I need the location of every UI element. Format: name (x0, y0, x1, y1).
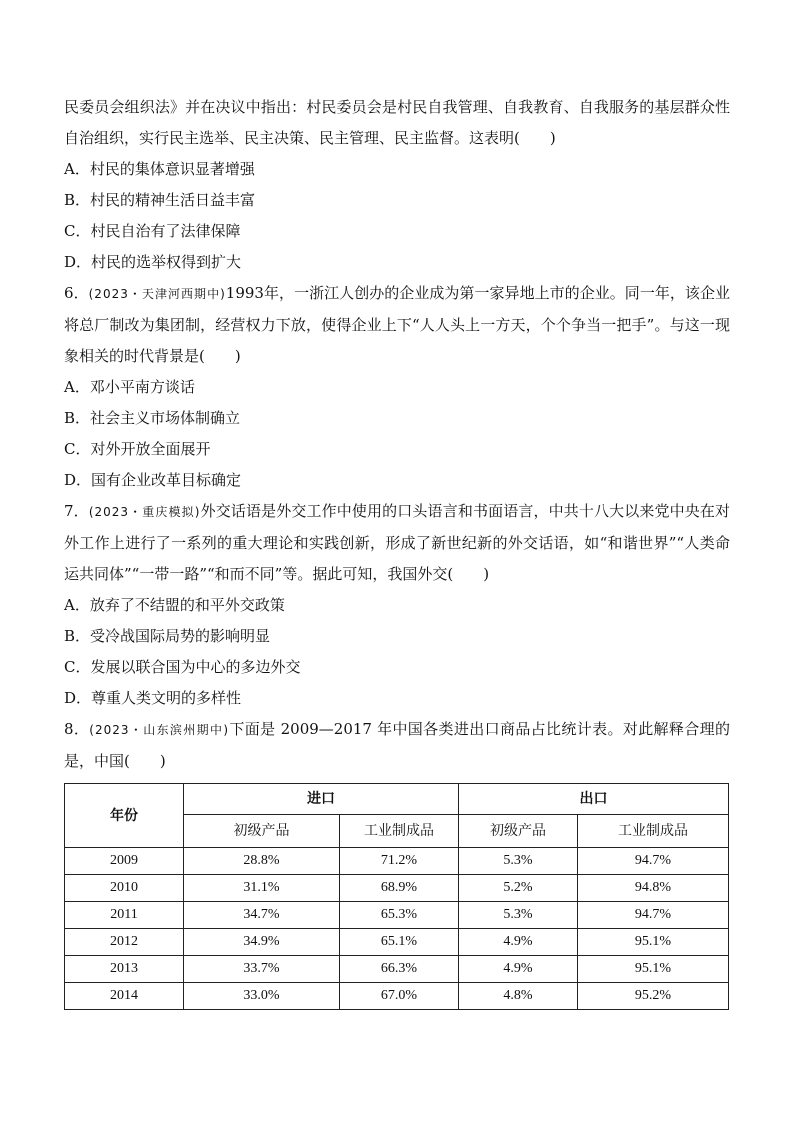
export-primary-cell: 5.3% (459, 848, 578, 875)
export-primary-cell: 4.9% (459, 929, 578, 956)
year-cell: 2011 (65, 902, 184, 929)
export-primary-cell: 4.8% (459, 983, 578, 1010)
question-7-number: 7． (64, 502, 89, 520)
export-manufactured-cell: 94.7% (578, 902, 729, 929)
table-row (65, 875, 729, 902)
year-cell: 2009 (65, 848, 184, 875)
import-header: 进口 (184, 784, 459, 815)
year-cell: 2010 (65, 875, 184, 902)
import-manufactured-cell: 66.3% (340, 956, 459, 983)
question-6-option-b: B．社会主义市场体制确立 (64, 409, 241, 427)
question-5-option-b: B．村民的精神生活日益丰富 (64, 191, 256, 209)
table-row (65, 956, 729, 983)
export-manufactured-cell: 95.1% (578, 929, 729, 956)
import-primary-cell: 34.9% (184, 929, 340, 956)
question-7 (64, 496, 730, 590)
import-primary-cell: 33.7% (184, 956, 340, 983)
question-8-stem: 下面是 2009—2017 年中国各类进出口商品占比统计表。对此解释合理的是，中国( ) (64, 720, 730, 770)
year-header: 年份 (65, 784, 184, 848)
import-primary-header: 初级产品 (184, 815, 340, 848)
year-cell: 2014 (65, 983, 184, 1010)
import-manufactured-cell: 71.2% (340, 848, 459, 875)
export-manufactured-cell: 94.8% (578, 875, 729, 902)
question-5-option-d: D．村民的选举权得到扩大 (64, 253, 242, 271)
question-7-option-b: B．受冷战国际局势的影响明显 (64, 627, 271, 645)
question-5-option-a: A．村民的集体意识显著增强 (64, 160, 255, 178)
trade-statistics-table (64, 783, 729, 1010)
question-6-source: (2023・天津河西期中) (88, 287, 226, 301)
import-primary-cell: 31.1% (184, 875, 340, 902)
question-6-option-a: A．邓小平南方谈话 (64, 378, 195, 396)
export-manufactured-cell: 95.1% (578, 956, 729, 983)
year-cell: 2012 (65, 929, 184, 956)
question-5-stem: 民委员会组织法》并在决议中指出：村民委员会是村民自我管理、自我教育、自我服务的基层群众性自治组织，实行民主选举、民主决策、民主管理、民主监督。这表明( ) (64, 98, 730, 147)
question-6 (64, 278, 730, 372)
question-8-source: (2023・山东滨州期中) (89, 723, 230, 737)
question-6-option-c: C．对外开放全面展开 (64, 440, 211, 458)
question-7-option-d: D．尊重人类文明的多样性 (64, 689, 242, 707)
question-7-option-c: C．发展以联合国为中心的多边外交 (64, 658, 301, 676)
import-manufactured-cell: 67.0% (340, 983, 459, 1010)
import-manufactured-header: 工业制成品 (340, 815, 459, 848)
question-8 (64, 714, 730, 777)
question-6-number: 6． (64, 284, 89, 302)
year-cell: 2013 (65, 956, 184, 983)
question-7-source: (2023・重庆模拟) (88, 505, 201, 519)
import-manufactured-cell: 65.3% (340, 902, 459, 929)
import-primary-cell: 34.7% (184, 902, 340, 929)
export-primary-header: 初级产品 (459, 815, 578, 848)
import-manufactured-cell: 65.1% (340, 929, 459, 956)
export-primary-cell: 4.9% (459, 956, 578, 983)
document-page (64, 92, 730, 1010)
export-primary-cell: 5.2% (459, 875, 578, 902)
question-8-number: 8． (64, 720, 90, 738)
table-row (65, 929, 729, 956)
question-6-stem: 1993年，一浙江人创办的企业成为第一家异地上市的企业。同一年，该企业将总厂制改为集团制，经营权力下放，使得企业上下“人人头上一方天，个个争当一把手”。与这一现象相关的时代背景是( ) (64, 284, 731, 365)
import-manufactured-cell: 68.9% (340, 875, 459, 902)
table-row (65, 902, 729, 929)
export-manufactured-header: 工业制成品 (578, 815, 729, 848)
question-5-option-c: C．村民自治有了法律保障 (64, 222, 241, 240)
import-primary-cell: 33.0% (184, 983, 340, 1010)
table-row (65, 983, 729, 1010)
export-primary-cell: 5.3% (459, 902, 578, 929)
import-primary-cell: 28.8% (184, 848, 340, 875)
question-7-option-a: A．放弃了不结盟的和平外交政策 (64, 596, 285, 614)
question-7-stem: 外交话语是外交工作中使用的口头语言和书面语言，中共十八大以来党中央在对外工作上进行了一系列的重大理论和实践创新，形成了新世纪新的外交话语，如“和谐世界”“人类命运共同体”“一带一路”“和而不同”等。据此可知，我国外交( ) (64, 502, 731, 583)
export-header: 出口 (459, 784, 729, 815)
table-row (65, 848, 729, 875)
export-manufactured-cell: 94.7% (578, 848, 729, 875)
question-6-option-d: D．国有企业改革目标确定 (64, 471, 242, 489)
export-manufactured-cell: 95.2% (578, 983, 729, 1010)
